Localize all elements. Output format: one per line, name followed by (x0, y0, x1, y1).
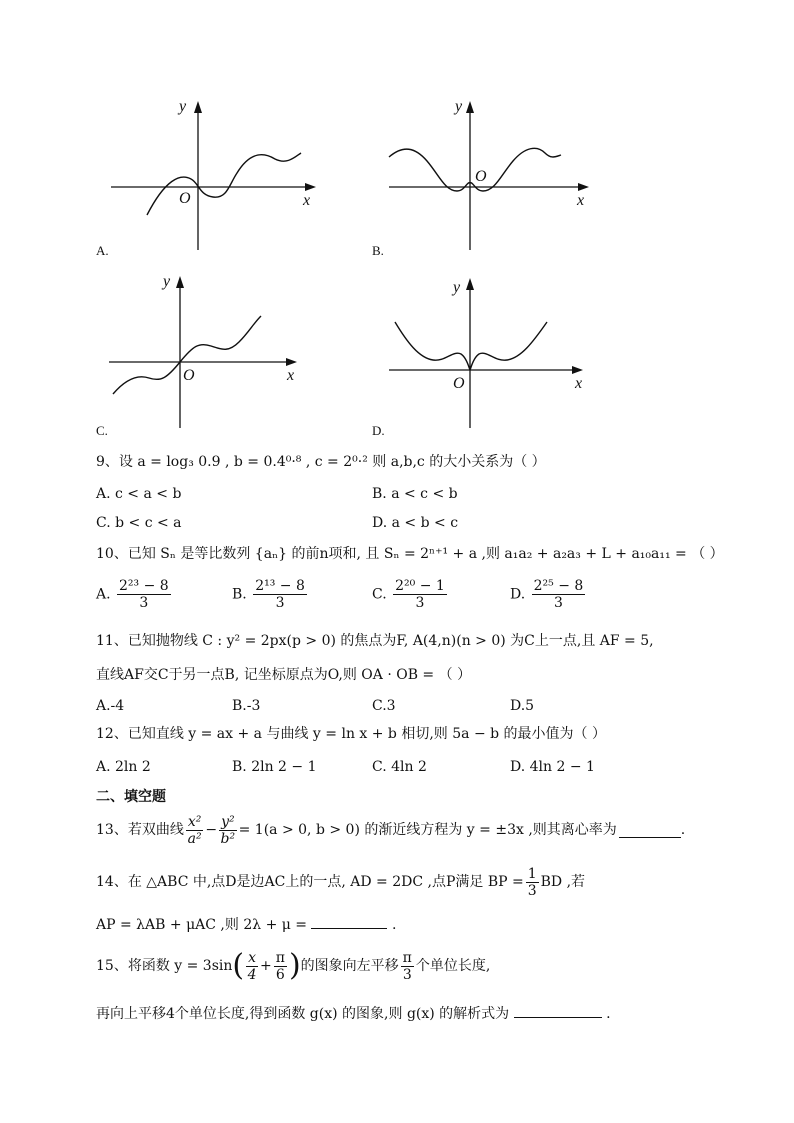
q9-option-b: B. a < c < b (372, 486, 458, 502)
right-paren: ) (288, 948, 301, 983)
q15-prefix: 15、将函数 y = 3sin (96, 958, 233, 974)
question-15-line-1 (96, 944, 490, 988)
period: . (606, 1006, 611, 1022)
denominator: 3 (402, 966, 412, 983)
origin-label: O (183, 367, 195, 384)
minus-sign: − (205, 822, 218, 838)
q12-option-a: A. 2ln 2 (96, 759, 151, 775)
option-letter: B. (232, 586, 247, 603)
curve-d (395, 322, 547, 370)
question-15-line-2 (96, 1003, 611, 1023)
section-heading: 二、填空题 (96, 789, 166, 805)
numerator: 2²⁵ − 8 (533, 578, 584, 594)
origin-label: O (453, 375, 465, 392)
x-arrow-icon (572, 366, 583, 374)
numerator: π (402, 949, 412, 966)
q12-option-c: C. 4ln 2 (372, 759, 427, 775)
question-10: 10、已知 Sₙ 是等比数列 {aₙ} 的前n项和, 且 Sₙ = 2ⁿ⁺¹ + a ,则 a₁a₂ + a₂a₃ + L + a₁₀a₁₁ = （ ） (96, 546, 724, 562)
q9-option-c: C. b < c < a (96, 515, 182, 531)
x-label: x (287, 367, 295, 384)
y-label: y (455, 98, 463, 115)
y-arrow-icon (194, 101, 202, 113)
denominator: 3 (275, 595, 285, 611)
fraction (219, 814, 237, 847)
fraction (401, 950, 414, 983)
numerator: π (275, 949, 285, 966)
q10-option-b (232, 578, 309, 611)
question-13 (96, 810, 685, 850)
denominator: 3 (554, 595, 563, 611)
numerator: x (248, 949, 257, 966)
q14-suffix: BD ,若 (540, 874, 586, 890)
graph-b (385, 95, 600, 255)
numerator: 2¹³ − 8 (255, 578, 305, 594)
numerator: 2²⁰ − 1 (395, 578, 445, 594)
q15-suffix: 个单位长度, (415, 958, 491, 974)
q9-option-a: A. c < a < b (96, 486, 182, 502)
fraction (117, 578, 171, 611)
q13-suffix: = 1(a > 0, b > 0) 的渐近线方程为 y = ±3x ,则其离心率为 (238, 822, 617, 838)
answer-blank[interactable] (514, 1003, 602, 1018)
option-c-label: C. (96, 423, 108, 438)
graph-d (385, 270, 600, 430)
option-letter: C. (372, 586, 387, 603)
numerator: 2²³ − 8 (119, 578, 169, 594)
q11-option-c: C.3 (372, 698, 396, 714)
option-a-label: A. (96, 243, 109, 258)
question-14-line-1 (96, 862, 585, 902)
denominator: 3 (415, 595, 425, 611)
y-arrow-icon (176, 276, 184, 288)
y-arrow-icon (466, 278, 474, 290)
numerator: 1 (527, 865, 537, 882)
x-arrow-icon (305, 183, 316, 191)
denominator: 6 (275, 966, 285, 983)
y-arrow-icon (466, 101, 474, 113)
x-arrow-icon (286, 358, 297, 366)
question-12: 12、已知直线 y = ax + a 与曲线 y = ln x + b 相切,则 5a − b 的最小值为（ ） (96, 726, 606, 742)
left-paren: ( (232, 948, 245, 983)
fraction (253, 578, 307, 611)
q10-option-a (96, 578, 173, 611)
q9-option-d: D. a < b < c (372, 515, 459, 531)
option-letter: D. (510, 586, 526, 603)
fraction (526, 866, 539, 899)
denominator: 4 (247, 966, 257, 983)
q11-option-b: B.-3 (232, 698, 261, 714)
q12-option-b: B. 2ln 2 − 1 (232, 759, 317, 775)
period: . (391, 917, 397, 933)
y-label: y (179, 98, 187, 115)
fraction (186, 814, 204, 847)
numerator: x² (187, 813, 202, 830)
period: . (680, 822, 686, 838)
q12-option-d: D. 4ln 2 − 1 (510, 759, 595, 775)
y-label: y (163, 273, 171, 290)
q10-option-c (372, 578, 449, 611)
graph-c (105, 270, 320, 430)
denominator: 3 (139, 595, 149, 611)
origin-label: O (475, 168, 487, 185)
origin-label: O (179, 190, 191, 207)
q15-mid: 的图象向左平移 (300, 958, 399, 974)
q11-option-d: D.5 (510, 698, 535, 714)
x-arrow-icon (578, 183, 589, 191)
fraction (274, 950, 287, 983)
fraction (532, 578, 586, 611)
x-label: x (575, 375, 583, 392)
option-b-label: B. (372, 243, 384, 258)
x-label: x (303, 192, 311, 209)
question-14-line-2 (96, 914, 396, 934)
graph-a (105, 95, 320, 255)
option-d-label: D. (372, 423, 385, 438)
denominator: a² (187, 830, 202, 847)
q10-option-d (510, 578, 587, 611)
denominator: b² (220, 830, 236, 847)
y-label: y (453, 279, 461, 296)
curve-a (147, 153, 301, 215)
answer-blank[interactable] (311, 914, 387, 929)
question-11-line-1: 11、已知抛物线 C : y² = 2px(p > 0) 的焦点为F, A(4,n)(n > 0) 为C上一点,且 AF = 5, (96, 633, 654, 649)
plus-sign: + (260, 958, 272, 974)
fraction (246, 950, 258, 983)
q11-option-a: A.-4 (96, 698, 125, 714)
question-9: 9、设 a = log₃ 0.9 , b = 0.4⁰·⁸ , c = 2⁰·² 则 a,b,c 的大小关系为（ ） (96, 454, 546, 470)
q13-prefix: 13、若双曲线 (96, 822, 184, 838)
q14-line-2-text: AP = λAB + μAC ,则 2λ + μ = (96, 917, 308, 933)
fraction (393, 578, 447, 611)
q15-line-2-text: 再向上平移4个单位长度,得到函数 g(x) 的图象,则 g(x) 的解析式为 (96, 1006, 510, 1022)
option-letter: A. (96, 586, 111, 603)
numerator: y² (221, 813, 235, 830)
q14-prefix: 14、在 △ABC 中,点D是边AC上的一点, AD = 2DC ,点P满足 BP = (96, 874, 524, 890)
x-label: x (577, 192, 585, 209)
answer-blank[interactable] (619, 823, 681, 838)
denominator: 3 (527, 882, 537, 899)
question-11-line-2: 直线AF交C于另一点B, 记坐标原点为O,则 OA · OB = （ ） (96, 667, 472, 683)
